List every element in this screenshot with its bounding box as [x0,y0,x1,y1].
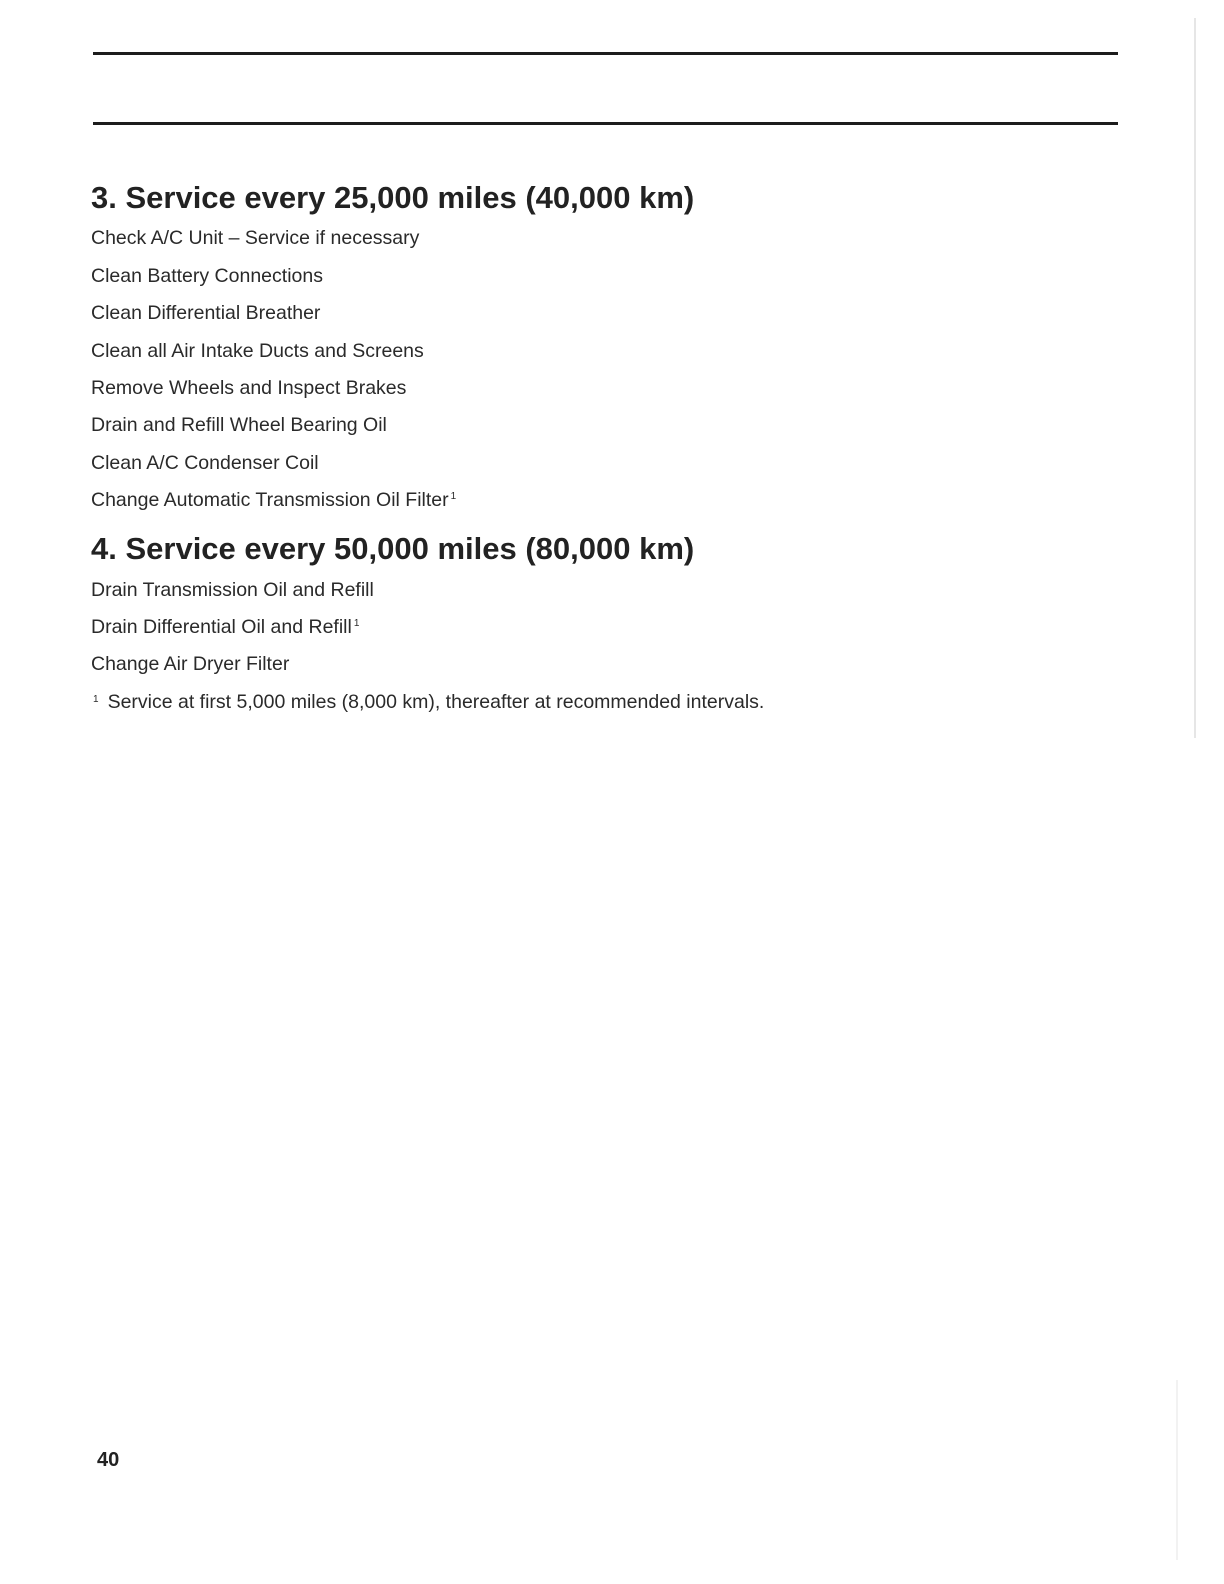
second-rule [93,122,1118,125]
section-4-item: Drain Transmission Oil and Refill [91,579,374,601]
top-rule [93,52,1118,55]
page-edge-shadow-lower [1176,1380,1178,1560]
section-4-item: Drain Differential Oil and Refill $^1$ [91,616,360,638]
page-edge-shadow [1194,18,1196,738]
section-3-title: 3. Service every 25,000 miles (40,000 km) [91,180,695,215]
section-3-item: Clean Differential Breather [91,302,321,324]
footnote-text: Service at first 5,000 miles (8,000 km), thereafter at recommended intervals. [107,691,765,713]
section-4-item: Change Air Dryer Filter [91,653,290,675]
section-3-item: Check A/C Unit – Service if necessary [91,227,420,249]
section-3-item: Clean all Air Intake Ducts and Screens [91,340,424,362]
section-3-item: Clean Battery Connections [91,265,323,287]
section-3-item: Remove Wheels and Inspect Brakes [91,377,407,399]
page-number: 40 [97,1449,120,1471]
section-3-item: Drain and Refill Wheel Bearing Oil [91,414,387,436]
footnote-mark: 1 [93,694,99,705]
section-3-item: Clean A/C Condenser Coil [91,452,319,474]
section-4-title: 4. Service every 50,000 miles (80,000 km) [91,531,695,566]
section-3-item: Change Automatic Transmission Oil Filter $^1$ [91,489,457,511]
footnote [93,691,764,714]
